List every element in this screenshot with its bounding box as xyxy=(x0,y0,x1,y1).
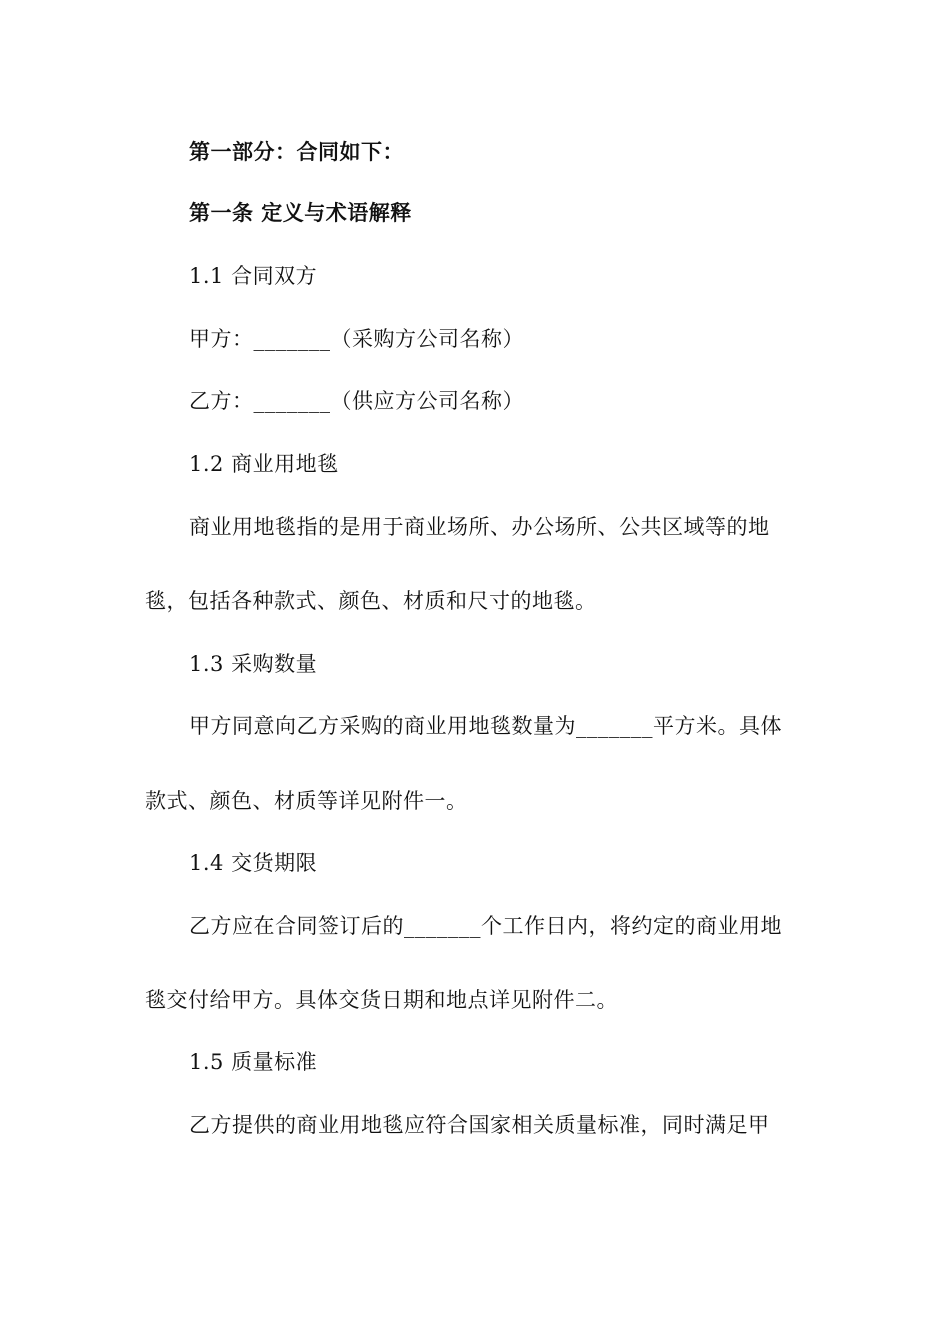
section-1-5-paragraph-line-1: 乙方提供的商业用地毯应符合国家相关质量标准，同时满足甲 xyxy=(189,1113,770,1137)
article-heading: 第一条 定义与术语解释 xyxy=(189,201,412,225)
party-b-line: 乙方：_______（供应方公司名称） xyxy=(189,389,524,413)
section-1-4-title: 1.4 交货期限 xyxy=(189,851,318,875)
section-1-3-paragraph-line-2: 款式、颜色、材质等详见附件一。 xyxy=(145,789,468,813)
section-1-2-paragraph-line-2: 毯，包括各种款式、颜色、材质和尺寸的地毯。 xyxy=(145,589,597,613)
section-1-1-title: 1.1 合同双方 xyxy=(189,264,318,288)
section-1-2-paragraph-line-1: 商业用地毯指的是用于商业场所、办公场所、公共区域等的地 xyxy=(189,515,770,539)
section-1-4-paragraph-line-2: 毯交付给甲方。具体交货日期和地点详见附件二。 xyxy=(145,988,618,1012)
section-1-3-paragraph-line-1: 甲方同意向乙方采购的商业用地毯数量为_______平方米。具体 xyxy=(189,714,782,738)
section-1-4-paragraph-line-1: 乙方应在合同签订后的_______个工作日内，将约定的商业用地 xyxy=(189,914,782,938)
section-1-5-title: 1.5 质量标准 xyxy=(189,1050,318,1074)
part-heading: 第一部分：合同如下： xyxy=(189,140,404,164)
section-1-2-title: 1.2 商业用地毯 xyxy=(189,452,339,476)
section-1-3-title: 1.3 采购数量 xyxy=(189,652,318,676)
party-a-line: 甲方：_______（采购方公司名称） xyxy=(189,327,524,351)
